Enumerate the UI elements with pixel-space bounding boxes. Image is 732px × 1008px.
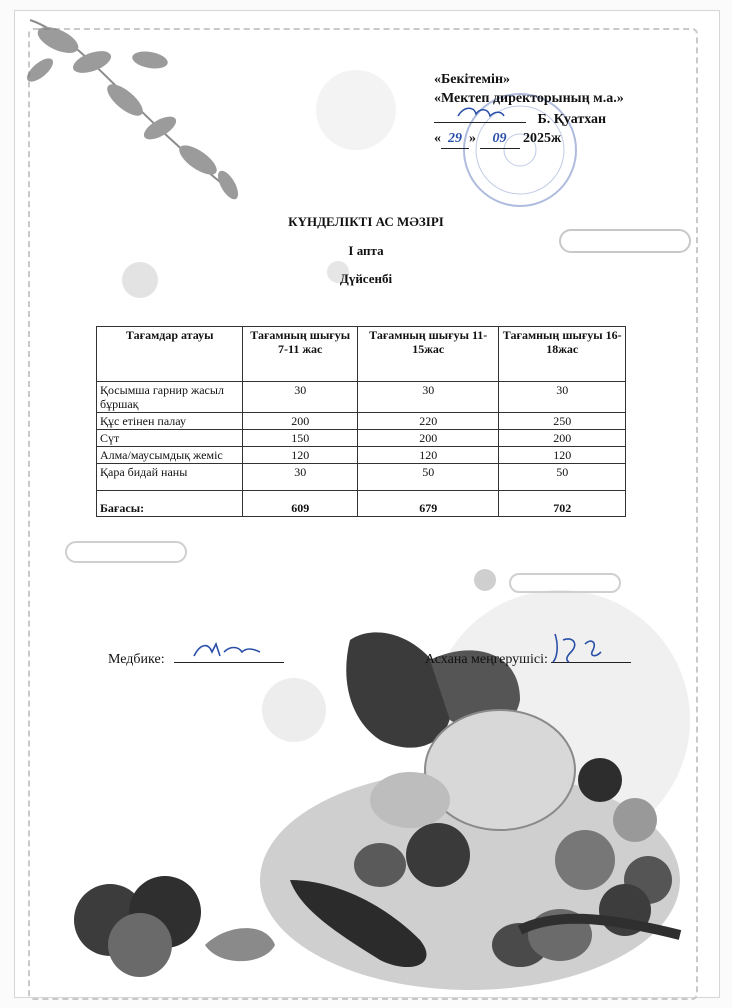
dish-name: Қара бидай наны xyxy=(97,464,243,491)
portion-11-15: 200 xyxy=(358,430,499,447)
table-row xyxy=(97,464,626,491)
total-label: Бағасы: xyxy=(97,491,243,517)
dish-name: Құс етінен палау xyxy=(97,413,243,430)
portion-16-18: 30 xyxy=(499,382,626,413)
total-11-15: 679 xyxy=(358,491,499,517)
approval-date: « 29 » 09 2025ж xyxy=(434,129,624,149)
page-title: КҮНДЕЛІКТІ АС МӘЗІРІ xyxy=(288,214,444,229)
portion-7-11: 200 xyxy=(243,413,358,430)
portion-16-18: 120 xyxy=(499,447,626,464)
total-16-18: 702 xyxy=(499,491,626,517)
portion-16-18: 250 xyxy=(499,413,626,430)
nurse-signature-row xyxy=(108,648,284,668)
portion-11-15: 30 xyxy=(358,382,499,413)
dish-name: Алма/маусымдық жеміс xyxy=(97,447,243,464)
decor-circle xyxy=(474,569,496,591)
director-signature xyxy=(434,108,526,123)
portion-7-11: 30 xyxy=(243,464,358,491)
parsley-icon xyxy=(23,20,242,202)
table-row xyxy=(97,447,626,464)
column-header: Тағамның шығуы 7-11 жас xyxy=(243,327,358,382)
portion-7-11: 120 xyxy=(243,447,358,464)
column-header: Тағамның шығуы 16-18жас xyxy=(499,327,626,382)
canteen-signature xyxy=(551,648,631,663)
portion-11-15: 120 xyxy=(358,447,499,464)
table-row xyxy=(97,382,626,413)
approval-signer-line xyxy=(434,108,624,129)
nurse-signature xyxy=(174,648,284,663)
portion-11-15: 50 xyxy=(358,464,499,491)
portion-16-18: 200 xyxy=(499,430,626,447)
date-day: 29 xyxy=(441,129,469,149)
portion-16-18: 50 xyxy=(499,464,626,491)
dish-name: Сүт xyxy=(97,430,243,447)
approval-line1: «Бекітемін» xyxy=(434,72,511,87)
dish-name: Қосымша гарнир жасыл бұршақ xyxy=(97,382,243,413)
week-title: І апта xyxy=(348,243,384,258)
decor-circle xyxy=(316,70,396,150)
menu-table xyxy=(96,326,626,517)
total-row xyxy=(97,491,626,517)
approval-block xyxy=(434,70,624,149)
day-title: Дүйсенбі xyxy=(339,271,393,286)
portion-7-11: 150 xyxy=(243,430,358,447)
total-7-11: 609 xyxy=(243,491,358,517)
canteen-signature-row xyxy=(425,648,631,668)
date-year: 2025ж xyxy=(523,131,562,146)
column-header: Тағамның шығуы 11-15жас xyxy=(358,327,499,382)
column-header: Тағамдар атауы xyxy=(97,327,243,382)
date-month: 09 xyxy=(480,129,520,149)
signer-name: Б. Қуатхан xyxy=(537,112,607,127)
nurse-label: Медбике: xyxy=(108,652,165,667)
approval-line2: «Мектеп директорының м.а.» xyxy=(434,91,624,106)
decor-circle xyxy=(262,678,326,742)
table-row xyxy=(97,430,626,447)
portion-11-15: 220 xyxy=(358,413,499,430)
table-row xyxy=(97,413,626,430)
table-header-row xyxy=(97,327,626,382)
portion-7-11: 30 xyxy=(243,382,358,413)
canteen-label: Асхана меңгерушісі: xyxy=(425,652,548,667)
